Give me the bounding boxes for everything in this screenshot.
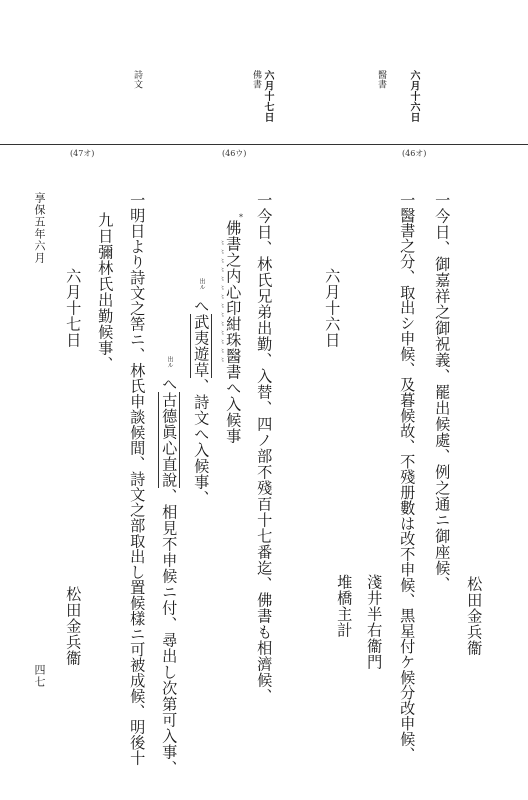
folio-46o: (46オ) [402, 149, 427, 158]
text-line-03: 一醫書之分、取出シ申候、及暮候故、不殘册數は改不申候、黒星付ケ候分改申候、 [398, 192, 417, 762]
text-line-08 [224, 220, 243, 444]
text-line-01: 松田金兵衞 [465, 576, 484, 656]
text-line-05: 堆橋主計 [335, 574, 354, 638]
header-topic-3: 詩文 [132, 70, 142, 89]
folio-47o: (47オ) [70, 149, 95, 158]
folio-46u: (46ウ) [222, 149, 247, 158]
text-line-08-main: 佛書之内心印紺珠醫書へ入候事 [224, 220, 243, 444]
header-divider [0, 144, 528, 145]
text-line-09-title: 武夷遊草 [192, 314, 211, 378]
text-line-10-title: 古德眞心直說 [160, 392, 179, 488]
header-topic-1: 醫書 [376, 70, 386, 89]
page-number: 四七 [33, 664, 46, 688]
text-line-02: 一今日、御嘉祥之御祝義、罷出候處、例之通ニ御座候、 [433, 192, 452, 592]
text-line-12: 九日彌林氏出勤候事、 [96, 212, 115, 372]
emphasis-marks: 〻〻〻〻〻〻〻〻〻〻〻〻〻〻 [219, 240, 225, 366]
text-line-04: 淺井半右衞門 [365, 574, 384, 670]
text-line-10-rest: 、相見不申候ニ付、尋出し次第可入事、 [160, 488, 179, 776]
footnote-asterisk: * [239, 213, 243, 222]
text-line-10-note: 出ル [166, 356, 173, 368]
header-date-1: 六月十六日 [408, 70, 419, 123]
text-line-10 [160, 376, 179, 776]
text-line-11: 一明日より詩文之筈ニ、林氏申談候間、詩文之部取出し置候樣ニ可被成候、明後十 [128, 192, 147, 766]
text-line-14: 松田金兵衞 [64, 586, 83, 666]
text-line-06: 六月十六日 [323, 268, 342, 348]
header-topic-2: 佛書 [251, 70, 261, 89]
text-line-07: 一今日、林氏兄弟出勤、入替、四ノ部不殘百十七番迄、佛書も相濟候、 [255, 192, 274, 704]
header-date-2: 六月十七日 [262, 70, 273, 123]
text-line-09-rest: 、詩文へ入候事、 [192, 378, 211, 506]
text-line-09-mark: へ [192, 298, 211, 314]
text-line-09 [192, 298, 211, 506]
text-line-10-mark: へ [160, 376, 179, 392]
text-line-13: 六月十七日 [64, 268, 83, 348]
running-head: 享保五年六月 [33, 192, 46, 264]
text-line-09-note: 出ル [198, 278, 205, 290]
